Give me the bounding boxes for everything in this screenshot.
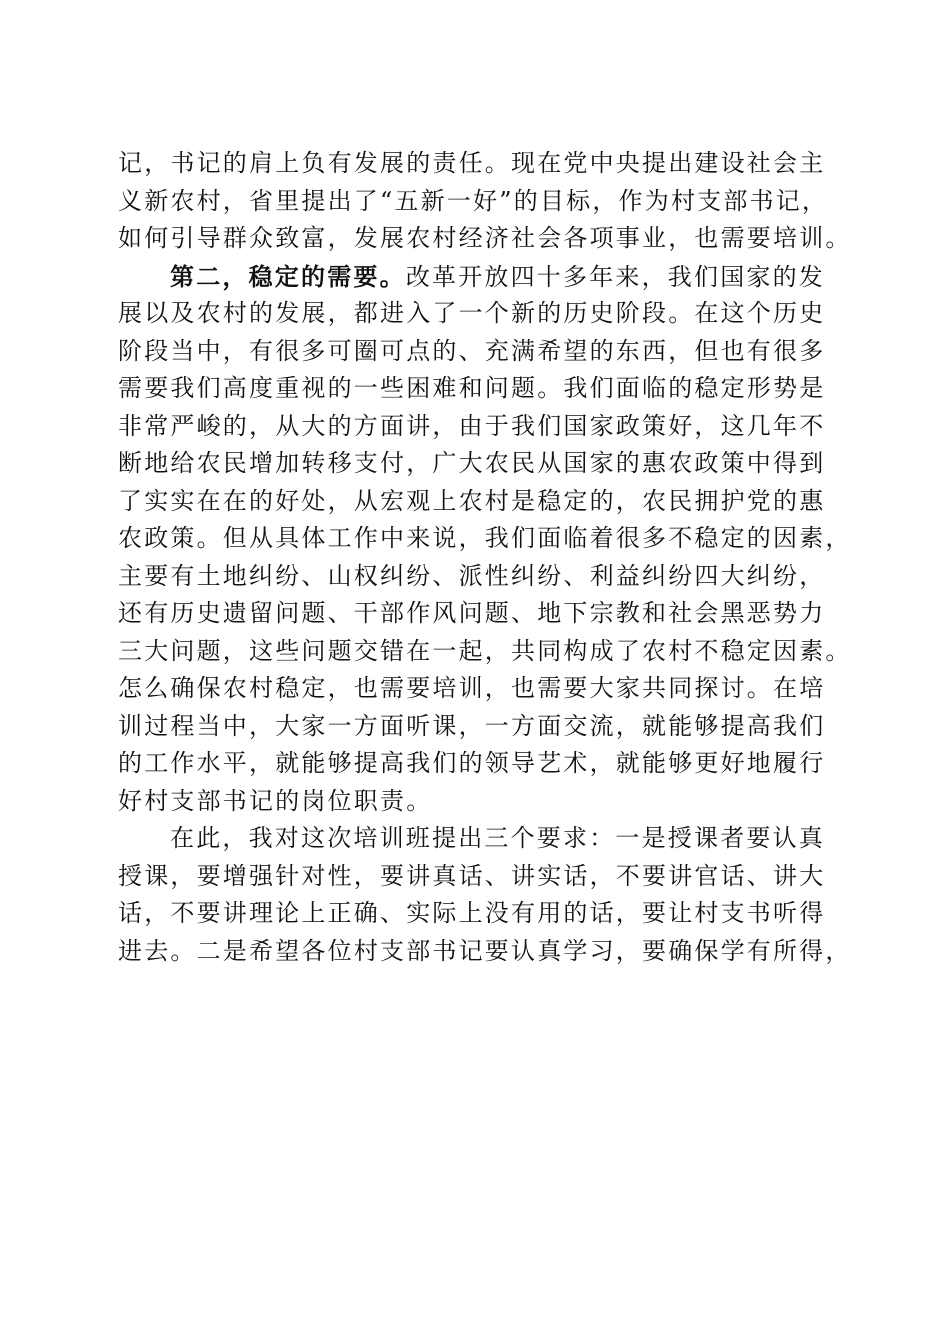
text-line: 主要有土地纠纷、山权纠纷、派性纠纷、利益纠纷四大纠纷，: [118, 561, 826, 590]
text-line: 记，书记的肩上负有发展的责任。现在党中央提出建设社会主: [118, 149, 826, 177]
text-line: 还有历史遗留问题、干部作风问题、地下宗教和社会黑恶势力: [118, 599, 826, 627]
text-line: 断地给农民增加转移支付，广大农民从国家的惠农政策中得到: [118, 449, 826, 477]
text-line: 的工作水平，就能够提高我们的领导艺术，就能够更好地履行: [118, 749, 826, 777]
paragraph-requirements: [118, 820, 852, 970]
document-body: [118, 145, 852, 970]
section-heading: 第二，稳定的需要。: [170, 261, 406, 291]
text-line: 授课，要增强针对性，要讲真话、讲实话，不要讲官话、讲大: [118, 861, 826, 890]
text-line: 展以及农村的发展，都进入了一个新的历史阶段。在这个历史: [118, 299, 826, 327]
text-line: 非常严峻的，从大的方面讲，由于我们国家政策好，这几年不: [118, 411, 826, 440]
text-line: 义新农村，省里提出了“五新一好”的目标，作为村支部书记，: [118, 186, 829, 215]
text-line: 了实实在在的好处，从宏观上农村是稳定的，农民拥护党的惠: [118, 486, 826, 515]
text-line: 话，不要讲理论上正确、实际上没有用的话，要让村支书听得: [118, 899, 826, 927]
text-line: 怎么确保农村稳定，也需要培训，也需要大家共同探讨。在培: [118, 674, 826, 702]
text-run: 改革开放四十多年来，我们国家的发: [405, 262, 826, 291]
text-line: 需要我们高度重视的一些困难和问题。我们面临的稳定形势是: [118, 374, 826, 402]
text-line: 在此，我对这次培训班提出三个要求：一是授课者要认真: [170, 824, 825, 852]
text-line: 农政策。但从具体工作中来说，我们面临着很多不稳定的因素，: [118, 524, 852, 552]
text-line: 阶段当中，有很多可圈可点的、充满希望的东西，但也有很多: [118, 336, 826, 365]
text-line: 好村支部书记的岗位职责。: [118, 786, 433, 815]
paragraph-stability: [118, 258, 852, 821]
text-line: 三大问题，这些问题交错在一起，共同构成了农村不稳定因素。: [118, 636, 852, 665]
text-line: 如何引导群众致富，发展农村经济社会各项事业，也需要培训。: [118, 224, 852, 252]
text-line: 训过程当中，大家一方面听课，一方面交流，就能够提高我们: [118, 711, 826, 740]
paragraph-development: [118, 145, 852, 258]
text-line: [118, 258, 838, 296]
text-line: 进去。二是希望各位村支部书记要认真学习，要确保学有所得，: [118, 936, 852, 965]
